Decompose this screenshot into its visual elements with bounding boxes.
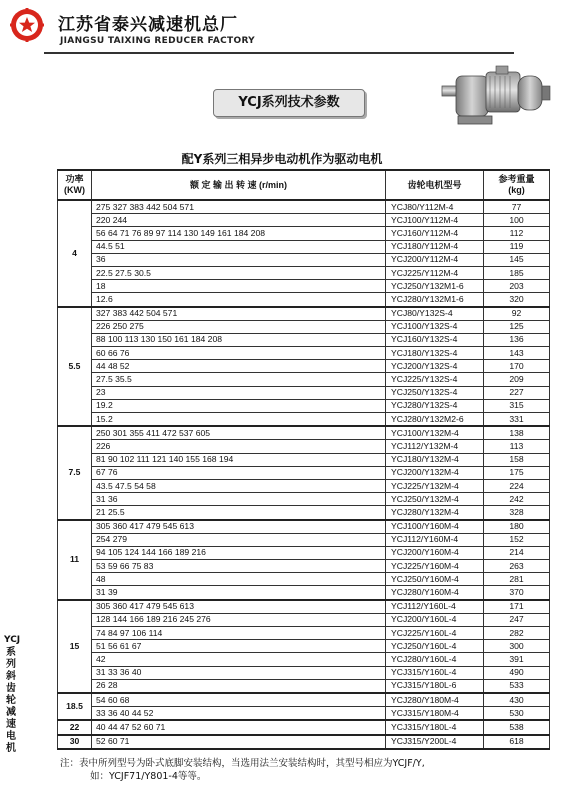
weight-cell: 185 [484, 266, 550, 279]
power-cell: 11 [58, 520, 92, 600]
power-cell: 30 [58, 735, 92, 749]
model-cell: YCJ200/Y160L-4 [386, 613, 484, 626]
side-label-char: 减 [6, 707, 16, 718]
table-row [58, 347, 550, 360]
weight-cell: 533 [484, 679, 550, 693]
speed-cell: 54 60 68 [92, 693, 386, 707]
model-cell: YCJ160/Y132S-4 [386, 333, 484, 346]
model-cell: YCJ315/Y180M-4 [386, 707, 484, 721]
power-cell: 7.5 [58, 426, 92, 519]
model-cell: YCJ112/Y160M-4 [386, 533, 484, 546]
speed-cell: 42 [92, 653, 386, 666]
weight-cell: 209 [484, 373, 550, 386]
model-cell: YCJ180/Y112M-4 [386, 240, 484, 253]
model-cell: YCJ315/Y160L-4 [386, 666, 484, 679]
model-cell: YCJ200/Y132M-4 [386, 466, 484, 479]
model-cell: YCJ100/Y132M-4 [386, 426, 484, 440]
speed-cell: 305 360 417 479 545 613 [92, 520, 386, 534]
side-label-latin: YCJ [4, 635, 21, 645]
model-cell: YCJ280/Y132M2-6 [386, 413, 484, 427]
model-cell: YCJ225/Y112M-4 [386, 266, 484, 279]
gear-motor-illustration [438, 56, 556, 136]
side-label-char: 电 [6, 731, 16, 742]
table-row [58, 735, 550, 749]
speed-cell: 51 56 61 67 [92, 640, 386, 653]
speed-cell: 94 105 124 144 166 189 216 [92, 546, 386, 559]
weight-cell: 370 [484, 586, 550, 600]
side-label [4, 634, 21, 755]
weight-cell: 113 [484, 440, 550, 453]
table-row [58, 227, 550, 240]
weight-cell: 158 [484, 453, 550, 466]
table-row [58, 214, 550, 227]
weight-cell: 430 [484, 693, 550, 707]
weight-cell: 618 [484, 735, 550, 749]
table-row [58, 573, 550, 586]
footnote [60, 757, 560, 783]
speed-header: 额 定 输 出 转 速 (r/min) [92, 170, 386, 200]
table-row [58, 560, 550, 573]
table-row [58, 666, 550, 679]
speed-cell: 15.2 [92, 413, 386, 427]
speed-cell: 327 383 442 504 571 [92, 307, 386, 321]
model-cell: YCJ280/Y132S-4 [386, 399, 484, 412]
table-row [58, 373, 550, 386]
side-label-char: 列 [6, 659, 16, 670]
weight-cell: 136 [484, 333, 550, 346]
speed-cell: 53 59 66 75 83 [92, 560, 386, 573]
spec-table-body [58, 200, 550, 749]
speed-cell: 250 301 355 411 472 537 605 [92, 426, 386, 440]
speed-cell: 74 84 97 106 114 [92, 627, 386, 640]
side-label-char: 斜 [6, 671, 16, 682]
model-cell: YCJ225/Y132S-4 [386, 373, 484, 386]
weight-cell: 247 [484, 613, 550, 626]
speed-cell: 43.5 47.5 54 58 [92, 479, 386, 492]
model-cell: YCJ225/Y160M-4 [386, 560, 484, 573]
speed-cell: 48 [92, 573, 386, 586]
table-header-row [58, 170, 550, 200]
model-cell: YCJ315/Y180L-6 [386, 679, 484, 693]
model-cell: YCJ200/Y132S-4 [386, 360, 484, 373]
speed-cell: 81 90 102 111 121 140 155 168 194 [92, 453, 386, 466]
speed-cell: 226 250 275 [92, 320, 386, 333]
model-cell: YCJ280/Y160M-4 [386, 586, 484, 600]
model-cell: YCJ315/Y200L-4 [386, 735, 484, 749]
speed-cell: 60 66 76 [92, 347, 386, 360]
model-cell: YCJ280/Y160L-4 [386, 653, 484, 666]
section-banner: YCJ系列技术参数 [213, 89, 365, 117]
side-label-char: 机 [6, 743, 16, 754]
speed-cell: 31 33 36 40 [92, 666, 386, 679]
table-row [58, 506, 550, 520]
model-cell: YCJ250/Y132M-4 [386, 493, 484, 506]
weight-cell: 203 [484, 280, 550, 293]
table-row [58, 520, 550, 534]
weight-cell: 112 [484, 227, 550, 240]
weight-cell: 92 [484, 307, 550, 321]
model-cell: YCJ180/Y132S-4 [386, 347, 484, 360]
side-label-char: 齿 [6, 683, 16, 694]
table-row [58, 293, 550, 307]
table-row [58, 493, 550, 506]
weight-cell: 538 [484, 720, 550, 734]
model-cell: YCJ250/Y132S-4 [386, 386, 484, 399]
model-cell: YCJ250/Y160L-4 [386, 640, 484, 653]
table-row [58, 546, 550, 559]
power-header: 功率 (KW) [58, 170, 92, 200]
table-row [58, 640, 550, 653]
table-row [58, 200, 550, 214]
weight-cell: 331 [484, 413, 550, 427]
weight-cell: 315 [484, 399, 550, 412]
speed-cell: 226 [92, 440, 386, 453]
weight-cell: 530 [484, 707, 550, 721]
speed-cell: 88 100 113 130 150 161 184 208 [92, 333, 386, 346]
model-cell: YCJ160/Y112M-4 [386, 227, 484, 240]
model-cell: YCJ180/Y132M-4 [386, 453, 484, 466]
table-row [58, 707, 550, 721]
model-cell: YCJ280/Y180M-4 [386, 693, 484, 707]
speed-cell: 44 48 52 [92, 360, 386, 373]
model-cell: YCJ315/Y180L-4 [386, 720, 484, 734]
table-row [58, 253, 550, 266]
table-row [58, 386, 550, 399]
weight-cell: 138 [484, 426, 550, 440]
model-cell: YCJ250/Y132M1-6 [386, 280, 484, 293]
speed-cell: 33 36 40 44 52 [92, 707, 386, 721]
side-label-char: 系 [6, 647, 16, 658]
model-cell: YCJ80/Y132S-4 [386, 307, 484, 321]
speed-cell: 52 60 71 [92, 735, 386, 749]
table-row [58, 453, 550, 466]
weight-cell: 170 [484, 360, 550, 373]
header-divider [44, 52, 514, 54]
model-cell: YCJ280/Y132M-4 [386, 506, 484, 520]
weight-cell: 77 [484, 200, 550, 214]
footnote-line-2: 如：YCJF71/Y801-4等等。 [90, 771, 207, 782]
speed-cell: 27.5 35.5 [92, 373, 386, 386]
model-cell: YCJ225/Y160L-4 [386, 627, 484, 640]
table-row [58, 720, 550, 734]
speed-cell: 44.5 51 [92, 240, 386, 253]
spec-table [57, 169, 550, 750]
model-cell: YCJ100/Y112M-4 [386, 214, 484, 227]
model-cell: YCJ112/Y132M-4 [386, 440, 484, 453]
table-row [58, 613, 550, 626]
weight-cell: 145 [484, 253, 550, 266]
weight-cell: 227 [484, 386, 550, 399]
speed-cell: 67 76 [92, 466, 386, 479]
table-row [58, 426, 550, 440]
weight-cell: 171 [484, 600, 550, 614]
table-row [58, 320, 550, 333]
model-cell: YCJ225/Y132M-4 [386, 479, 484, 492]
speed-cell: 31 39 [92, 586, 386, 600]
model-cell: YCJ200/Y112M-4 [386, 253, 484, 266]
speed-cell: 275 327 383 442 504 571 [92, 200, 386, 214]
speed-cell: 305 360 417 479 545 613 [92, 600, 386, 614]
speed-cell: 23 [92, 386, 386, 399]
speed-cell: 128 144 166 189 216 245 276 [92, 613, 386, 626]
weight-cell: 263 [484, 560, 550, 573]
weight-cell: 490 [484, 666, 550, 679]
model-cell: YCJ200/Y160M-4 [386, 546, 484, 559]
weight-cell: 300 [484, 640, 550, 653]
model-cell: YCJ280/Y132M1-6 [386, 293, 484, 307]
table-row [58, 466, 550, 479]
factory-logo-icon [10, 8, 44, 42]
speed-cell: 18 [92, 280, 386, 293]
weight-cell: 224 [484, 479, 550, 492]
table-row [58, 679, 550, 693]
power-cell: 18.5 [58, 693, 92, 720]
speed-cell: 22.5 27.5 30.5 [92, 266, 386, 279]
table-row [58, 600, 550, 614]
table-row [58, 399, 550, 412]
table-row [58, 266, 550, 279]
weight-cell: 152 [484, 533, 550, 546]
speed-cell: 56 64 71 76 89 97 114 130 149 161 184 208 [92, 227, 386, 240]
model-cell: YCJ250/Y160M-4 [386, 573, 484, 586]
weight-cell: 125 [484, 320, 550, 333]
speed-cell: 21 25.5 [92, 506, 386, 520]
weight-cell: 242 [484, 493, 550, 506]
weight-cell: 281 [484, 573, 550, 586]
table-row [58, 653, 550, 666]
table-row [58, 413, 550, 427]
table-row [58, 479, 550, 492]
model-cell: YCJ80/Y112M-4 [386, 200, 484, 214]
weight-cell: 214 [484, 546, 550, 559]
footnote-line-1: 注：表中所列型号为卧式底脚安装结构，当选用法兰安装结构时，其型号相应为YCJF/Y, [60, 758, 425, 769]
power-cell: 4 [58, 200, 92, 307]
table-subtitle: 配Y系列三相异步电动机作为驱动电机 [181, 152, 383, 166]
table-row [58, 440, 550, 453]
speed-cell: 19.2 [92, 399, 386, 412]
table-row [58, 586, 550, 600]
side-label-char: 速 [6, 719, 16, 730]
speed-cell: 220 244 [92, 214, 386, 227]
power-cell: 15 [58, 600, 92, 693]
company-name-chinese: 江苏省泰兴减速机总厂 [58, 15, 238, 35]
weight-cell: 282 [484, 627, 550, 640]
page-header [0, 0, 564, 60]
side-label-char: 轮 [6, 695, 16, 706]
model-cell: YCJ112/Y160L-4 [386, 600, 484, 614]
speed-cell: 26 28 [92, 679, 386, 693]
weight-cell: 391 [484, 653, 550, 666]
table-row [58, 533, 550, 546]
speed-cell: 12.6 [92, 293, 386, 307]
company-name-english: JIANGSU TAIXING REDUCER FACTORY [60, 36, 256, 46]
speed-cell: 254 279 [92, 533, 386, 546]
model-header: 齿轮电机型号 [386, 170, 484, 200]
weight-cell: 328 [484, 506, 550, 520]
weight-cell: 180 [484, 520, 550, 534]
weight-cell: 175 [484, 466, 550, 479]
table-row [58, 240, 550, 253]
weight-cell: 143 [484, 347, 550, 360]
table-row [58, 307, 550, 321]
table-row [58, 333, 550, 346]
table-row [58, 627, 550, 640]
table-row [58, 360, 550, 373]
model-cell: YCJ100/Y160M-4 [386, 520, 484, 534]
model-cell: YCJ100/Y132S-4 [386, 320, 484, 333]
table-row [58, 280, 550, 293]
speed-cell: 31 36 [92, 493, 386, 506]
power-cell: 5.5 [58, 307, 92, 427]
power-cell: 22 [58, 720, 92, 734]
weight-cell: 119 [484, 240, 550, 253]
table-row [58, 693, 550, 707]
weight-header: 参考重量 (kg) [484, 170, 550, 200]
weight-cell: 320 [484, 293, 550, 307]
weight-cell: 100 [484, 214, 550, 227]
speed-cell: 36 [92, 253, 386, 266]
speed-cell: 40 44 47 52 60 71 [92, 720, 386, 734]
